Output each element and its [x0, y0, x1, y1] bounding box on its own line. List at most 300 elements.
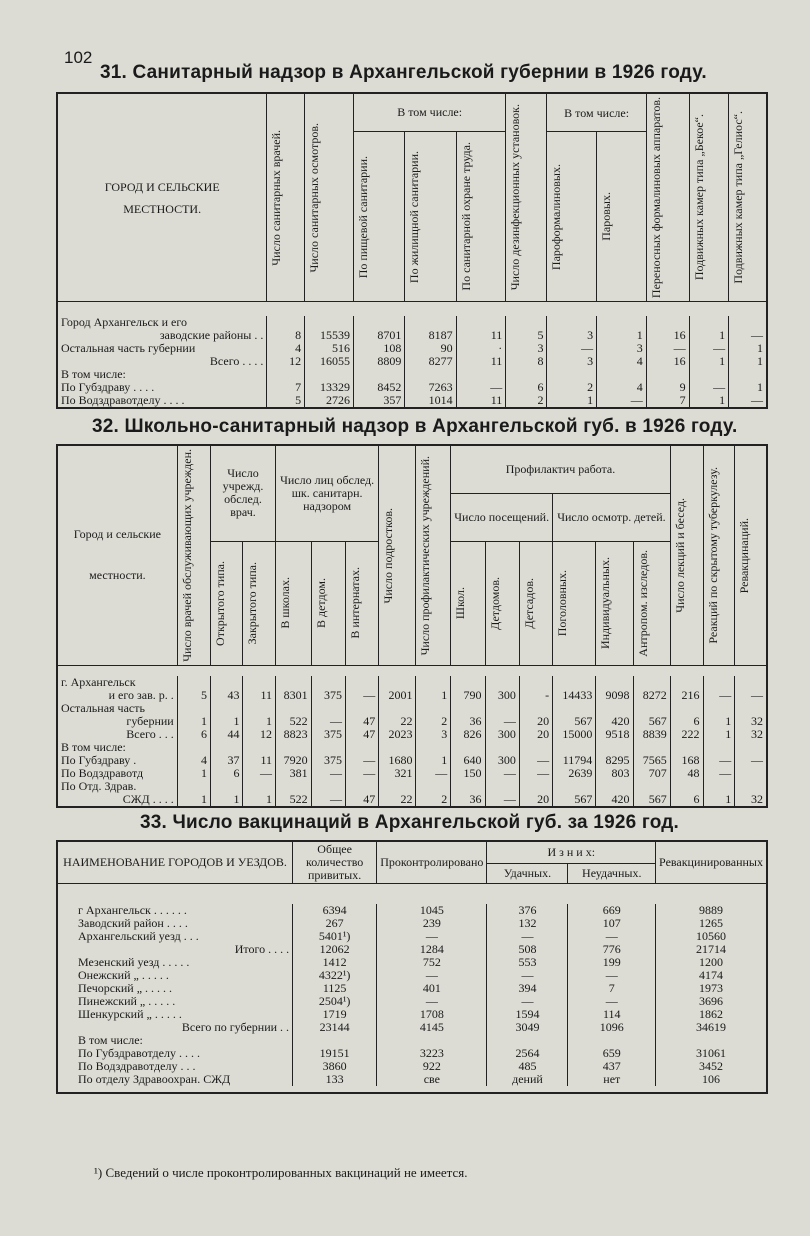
row-label: По отделу Здравоохран. СЖД: [57, 1073, 293, 1086]
page-number: 102: [64, 48, 93, 67]
table-cell: 420: [596, 780, 633, 807]
table-cell: 3: [547, 355, 597, 368]
table-cell: 9889: [656, 904, 767, 917]
col-tb: Реакций по скрытому туберкулезу.: [705, 467, 720, 644]
table-cell: 3: [597, 342, 647, 355]
col-teens: Число подростков.: [381, 507, 396, 604]
col-steam: Паровых.: [599, 192, 614, 242]
table-cell: 8: [506, 355, 547, 368]
table-cell: 1096: [568, 1021, 656, 1034]
table-cell: 20: [519, 728, 552, 741]
table-row: [57, 956, 767, 969]
table-32: [56, 444, 768, 808]
table-cell: 1: [210, 702, 243, 728]
table-cell: —: [377, 969, 487, 982]
row-label-line1: В том числе:: [61, 367, 126, 382]
table-cell: 12: [267, 355, 305, 368]
col-lect: Число лекций и бесед.: [672, 498, 687, 613]
table-cell: 3223: [377, 1047, 487, 1060]
table-cell: 553: [487, 956, 568, 969]
table-row: [57, 995, 767, 1008]
table-cell: —: [416, 767, 451, 780]
table-cell: 47: [346, 728, 379, 741]
row-label: Мезенский уезд . . . . .: [57, 956, 293, 969]
col-inspections: Число санитарных осмотров.: [307, 122, 322, 273]
row-label-line1: Остальная часть: [61, 700, 145, 715]
row-label: [57, 676, 177, 702]
table-cell: —: [519, 754, 552, 767]
table-cell: 1680: [379, 754, 416, 767]
table-cell: 6394: [293, 904, 377, 917]
table-cell: 8: [267, 316, 305, 342]
table-cell: 1: [689, 355, 728, 368]
table-cell: 168: [670, 754, 703, 767]
row-label-line1: По Отд. Здрав.: [61, 778, 137, 793]
table-row: [57, 1060, 767, 1073]
table-row: [57, 904, 767, 917]
row-label-line2: и его зав. р. .: [108, 687, 174, 702]
row-label-line1: По Губздраву . . . .: [61, 380, 155, 395]
col-indiv: Индивидуальных.: [598, 557, 613, 650]
row-label: Всего по губернии . .: [57, 1021, 293, 1034]
row-label-line1: Остальная часть губернии: [61, 341, 196, 356]
table-cell: [177, 741, 210, 754]
table-cell: [346, 741, 379, 754]
table-cell: 2: [506, 394, 547, 408]
table-cell: 8272: [633, 676, 670, 702]
col-open: Открытого типа.: [212, 560, 227, 646]
table-cell: 485: [487, 1060, 568, 1073]
table-cell: 199: [568, 956, 656, 969]
table-cell: 522: [276, 702, 312, 728]
table-cell: 90: [405, 342, 456, 355]
col-dd: В детдом.: [313, 578, 328, 629]
table-cell: 1708: [377, 1008, 487, 1021]
table-cell: ·: [456, 342, 506, 355]
row-label: По Водздравотделу . . .: [57, 1060, 293, 1073]
table-cell: 1014: [405, 394, 456, 408]
table-cell: 8823: [276, 728, 312, 741]
table-cell: —: [568, 995, 656, 1008]
row-label: Архангельский уезд . . .: [57, 930, 293, 943]
table-cell: 2504¹): [293, 995, 377, 1008]
col-doctors: Число санитарных врачей.: [269, 129, 284, 266]
table-cell: дений: [487, 1073, 568, 1086]
table-cell: [568, 1034, 656, 1047]
col-revac: Ревакцинаций.: [737, 517, 752, 594]
row-label-line1: г. Архангельск: [61, 674, 136, 689]
table-cell: 11: [456, 316, 506, 342]
table-cell: 106: [656, 1073, 767, 1086]
table-cell: 10560: [656, 930, 767, 943]
row-label: Печорский „ . . . . .: [57, 982, 293, 995]
table-cell: 922: [377, 1060, 487, 1073]
col-parform: Пароформалиновых.: [549, 163, 564, 270]
row-label: По Губздравотделу . . . .: [57, 1047, 293, 1060]
table-cell: [553, 741, 596, 754]
table-row: [57, 930, 767, 943]
table-cell: [596, 741, 633, 754]
table-row: [57, 1073, 767, 1086]
table-cell: 3: [416, 728, 451, 741]
row-label: [57, 754, 177, 767]
table-cell: —: [519, 767, 552, 780]
table-cell: —: [703, 676, 735, 702]
col-bekoe: Подвижных камер типа „Бекое“.: [691, 114, 706, 281]
row-label: [57, 767, 177, 780]
row-label-line2: губернии: [126, 713, 174, 728]
table-cell: 11: [456, 355, 506, 368]
table-cell: 1: [703, 780, 735, 807]
table-cell: —: [346, 754, 379, 767]
table-cell: 3860: [293, 1060, 377, 1073]
table-cell: 2: [547, 381, 597, 394]
table-cell: 2: [416, 780, 451, 807]
table-cell: [487, 1034, 568, 1047]
row-label: В том числе:: [57, 1034, 293, 1047]
table-cell: 107: [568, 917, 656, 930]
table-cell: 300: [485, 728, 519, 741]
table-cell: 375: [311, 728, 345, 741]
table-cell: [451, 741, 485, 754]
row-label: Шенкурский „ . . . . .: [57, 1008, 293, 1021]
table-cell: 43: [210, 676, 243, 702]
table-cell: 381: [276, 767, 312, 780]
col-housing: По жилищной санитарии.: [407, 150, 422, 283]
table-row: [57, 355, 767, 368]
table-cell: 357: [354, 394, 405, 408]
table-cell: 7263: [405, 381, 456, 394]
footnote: ¹) Сведений о числе проконтролированных вакцинаций не имеется.: [94, 1165, 468, 1180]
table-row: [57, 1034, 767, 1047]
table-cell: 752: [377, 956, 487, 969]
table-cell: 3: [547, 316, 597, 342]
table-cell: [519, 741, 552, 754]
row-label-line1: Город Архангельск и его: [61, 315, 187, 330]
table-cell: 4: [597, 355, 647, 368]
table-cell: 21714: [656, 943, 767, 956]
table-cell: 1: [729, 381, 767, 394]
table-cell: —: [703, 767, 735, 780]
table-row: [57, 982, 767, 995]
table-cell: —: [487, 995, 568, 1008]
table-cell: 516: [305, 342, 354, 355]
table-cell: [379, 741, 416, 754]
table-cell: 216: [670, 676, 703, 702]
table-cell: 375: [311, 754, 345, 767]
table-cell: 2: [416, 702, 451, 728]
table-row: [57, 943, 767, 956]
table-cell: 7: [646, 394, 689, 408]
table-cell: 826: [451, 728, 485, 741]
table-cell: 20: [519, 780, 552, 807]
table-cell: 13329: [305, 381, 354, 394]
col-incl2: В том числе:: [547, 93, 646, 132]
table-cell: [377, 1034, 487, 1047]
table-cell: 375: [311, 676, 345, 702]
table-cell: 1: [210, 780, 243, 807]
table-cell: 300: [485, 754, 519, 767]
table-cell: 1: [243, 780, 276, 807]
table-cell: 522: [276, 780, 312, 807]
row-label-line2: СЖД . . . .: [122, 791, 174, 806]
col-disinf: Число дезинфекционных установок.: [508, 104, 523, 291]
row-label: [57, 316, 267, 342]
table-cell: 19151: [293, 1047, 377, 1060]
table-cell: 1: [416, 754, 451, 767]
col-prof-inst: Число профилактических учреждений.: [418, 455, 433, 656]
table-cell: 437: [568, 1060, 656, 1073]
table-cell: 7: [267, 381, 305, 394]
table-cell: 8809: [354, 355, 405, 368]
table-cell: —: [311, 767, 345, 780]
table-cell: 108: [354, 342, 405, 355]
table-cell: 222: [670, 728, 703, 741]
table-cell: 8452: [354, 381, 405, 394]
table-cell: 15539: [305, 316, 354, 342]
table-cell: —: [689, 342, 728, 355]
table-cell: 776: [568, 943, 656, 956]
table-cell: —: [487, 930, 568, 943]
table-cell: 7920: [276, 754, 312, 767]
table-cell: 669: [568, 904, 656, 917]
col-doctors: Число врачей обслуживающих учрежден.: [179, 449, 194, 662]
col-int: В интернатах.: [348, 567, 362, 639]
table-cell: 7565: [633, 754, 670, 767]
table-row: [57, 702, 767, 728]
table-cell: 1: [177, 767, 210, 780]
col-succ: Удачных.: [487, 863, 568, 883]
table-cell: 4: [267, 342, 305, 355]
table-cell: 567: [633, 702, 670, 728]
col-exam: Число осмотр. детей.: [553, 493, 671, 541]
table-cell: 31061: [656, 1047, 767, 1060]
table-cell: 3: [506, 342, 547, 355]
table-cell: 567: [553, 780, 596, 807]
table-cell: 1: [729, 342, 767, 355]
table-cell: 5: [267, 394, 305, 408]
table-cell: 9: [646, 381, 689, 394]
table-cell: 16: [646, 355, 689, 368]
table-cell: 11: [243, 676, 276, 702]
table-cell: —: [311, 702, 345, 728]
table-cell: 1: [177, 702, 210, 728]
table-cell: 508: [487, 943, 568, 956]
table-cell: 640: [451, 754, 485, 767]
table-cell: —: [729, 394, 767, 408]
col-revac: Ревакцинированных: [656, 841, 767, 883]
table-cell: 9518: [596, 728, 633, 741]
col-labor: По санитарной охране труда.: [458, 142, 473, 291]
col-portable: Переносных формалиновых аппаратов.: [648, 97, 663, 299]
table-cell: 11794: [553, 754, 596, 767]
table-cell: 22: [379, 702, 416, 728]
col-total: Общее количество привитых.: [293, 841, 377, 883]
table-cell: 1: [703, 728, 735, 741]
table-cell: [703, 741, 735, 754]
row-label-line1: Всего . . .: [126, 726, 174, 741]
table-row: [57, 1008, 767, 1021]
table-cell: —: [735, 676, 767, 702]
col-name: НАИМЕНОВАНИЕ ГОРОДОВ И УЕЗДОВ.: [57, 841, 293, 883]
table-row: [57, 754, 767, 767]
table-cell: —: [346, 676, 379, 702]
table-cell: 4: [177, 754, 210, 767]
table-cell: —: [568, 969, 656, 982]
table-cell: 1265: [656, 917, 767, 930]
table-cell: 2639: [553, 767, 596, 780]
col-detsad: Детсадов.: [521, 577, 536, 629]
table-32-title: 32. Школьно-санитарный надзор в Архангельской губ. в 1926 году.: [92, 416, 738, 437]
table-cell: 2001: [379, 676, 416, 702]
table-cell: 1594: [487, 1008, 568, 1021]
table-cell: 2726: [305, 394, 354, 408]
table-cell: 8295: [596, 754, 633, 767]
table-row: [57, 368, 767, 381]
table-cell: —: [485, 767, 519, 780]
col-prof: Профилактич работа.: [451, 445, 671, 493]
table-cell: 1862: [656, 1008, 767, 1021]
row-label: [57, 780, 177, 807]
row-label: [57, 741, 177, 754]
table-cell: —: [689, 381, 728, 394]
col-dethome: Детдомов.: [487, 576, 502, 630]
row-label: [57, 728, 177, 741]
table-cell: 4: [597, 381, 647, 394]
table-cell: 37: [210, 754, 243, 767]
table-cell: 267: [293, 917, 377, 930]
table-cell: 394: [487, 982, 568, 995]
table-cell: 1: [177, 780, 210, 807]
table-cell: 1: [416, 676, 451, 702]
table-row: [57, 394, 767, 408]
table-cell: 1045: [377, 904, 487, 917]
table-cell: 1: [689, 394, 728, 408]
row-label: Заводский район . . . .: [57, 917, 293, 930]
table-row: [57, 1047, 767, 1060]
table-cell: 44: [210, 728, 243, 741]
row-label-line1: По Губздраву .: [61, 752, 137, 767]
col-place: ГОРОД И СЕЛЬСКИЕ МЕСТНОСТИ.: [57, 93, 267, 302]
table-cell: —: [547, 342, 597, 355]
table-cell: 8187: [405, 316, 456, 342]
row-label-line1: По Водздравотделу . . . .: [61, 393, 185, 408]
table-row: [57, 342, 767, 355]
table-cell: 11: [456, 394, 506, 408]
table-cell: нет: [568, 1073, 656, 1086]
table-cell: 3696: [656, 995, 767, 1008]
col-persons: Число лиц обслед. шк. санитарн. надзором: [276, 445, 379, 541]
table-cell: —: [311, 780, 345, 807]
table-cell: 23144: [293, 1021, 377, 1034]
table-cell: 376: [487, 904, 568, 917]
table-cell: 47: [346, 702, 379, 728]
row-label: [57, 394, 267, 408]
col-visits: Число посещений.: [451, 493, 553, 541]
table-cell: 1: [689, 316, 728, 342]
col-anthro: Антропом. изследов.: [635, 549, 650, 657]
table-cell: све: [377, 1073, 487, 1086]
table-row: [57, 316, 767, 342]
table-cell: 803: [596, 767, 633, 780]
table-cell: [416, 741, 451, 754]
table-cell: 8701: [354, 316, 405, 342]
col-schools: В школах.: [278, 577, 293, 629]
table-cell: 1284: [377, 943, 487, 956]
table-row: [57, 917, 767, 930]
table-cell: [293, 1034, 377, 1047]
table-cell: —: [485, 702, 519, 728]
col-fail: Неудачных.: [568, 863, 656, 883]
col-checked: Проконтролировано: [377, 841, 487, 883]
table-cell: 5: [177, 676, 210, 702]
table-cell: —: [646, 342, 689, 355]
table-cell: [210, 741, 243, 754]
table-cell: —: [377, 995, 487, 1008]
table-cell: —: [487, 969, 568, 982]
table-cell: 2023: [379, 728, 416, 741]
col-group: Поголовных.: [555, 570, 570, 637]
row-label-line1: В том числе:: [61, 739, 126, 754]
table-cell: 32: [735, 728, 767, 741]
table-cell: —: [243, 767, 276, 780]
col-of: И з н и х:: [487, 841, 656, 863]
col-food: По пищевой санитарии.: [356, 155, 370, 278]
table-cell: [670, 741, 703, 754]
table-cell: 1: [547, 394, 597, 408]
table-cell: 1412: [293, 956, 377, 969]
col-shk: Школ.: [453, 587, 468, 620]
table-cell: [735, 767, 767, 780]
table-row: [57, 741, 767, 754]
table-cell: 6: [210, 767, 243, 780]
col-incl: В том числе:: [354, 93, 506, 132]
col-helios: Подвижных камер типа „Гелиос“.: [731, 111, 746, 284]
table-cell: 1973: [656, 982, 767, 995]
table-cell: -: [519, 676, 552, 702]
table-cell: 300: [485, 676, 519, 702]
table-cell: 12: [243, 728, 276, 741]
table-cell: 5: [506, 316, 547, 342]
table-cell: 32: [735, 780, 767, 807]
row-label: Итого . . . .: [57, 943, 293, 956]
table-cell: 1: [243, 702, 276, 728]
col-place: Город и сельские местности.: [57, 445, 177, 665]
table-cell: —: [729, 316, 767, 342]
table-cell: [485, 741, 519, 754]
table-cell: 9098: [596, 676, 633, 702]
table-cell: 4174: [656, 969, 767, 982]
row-label: [57, 702, 177, 728]
row-label-line1: По Водздравотд: [61, 765, 144, 780]
table-cell: 114: [568, 1008, 656, 1021]
table-cell: 790: [451, 676, 485, 702]
table-cell: 401: [377, 982, 487, 995]
table-cell: 567: [633, 780, 670, 807]
table-cell: 22: [379, 780, 416, 807]
table-cell: 34619: [656, 1021, 767, 1034]
table-31: [56, 92, 768, 409]
table-row: [57, 676, 767, 702]
table-row: [57, 1021, 767, 1034]
row-label-line2: заводские районы . .: [159, 328, 264, 343]
col-inst: Число учрежд. обслед. врач.: [210, 445, 275, 541]
table-cell: 20: [519, 702, 552, 728]
table-cell: 1: [703, 702, 735, 728]
table-cell: 707: [633, 767, 670, 780]
table-cell: 6: [506, 381, 547, 394]
row-label: Пинежский „ . . . . .: [57, 995, 293, 1008]
